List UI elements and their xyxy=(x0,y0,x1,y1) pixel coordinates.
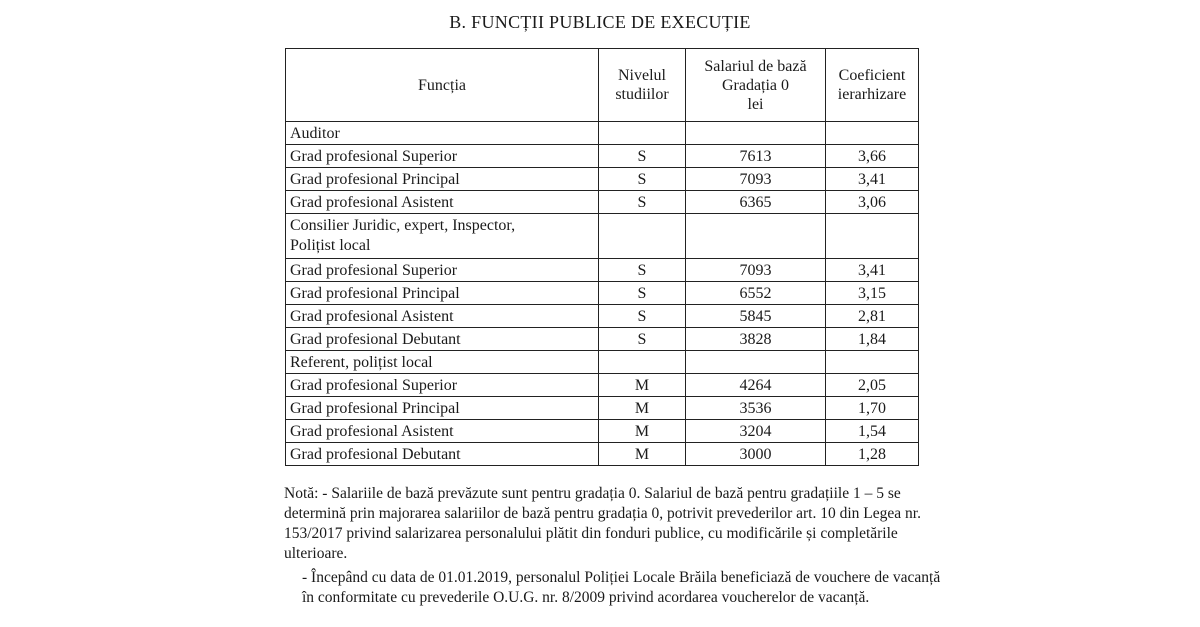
table-row xyxy=(286,305,919,328)
cell-functia: Grad profesional Asistent xyxy=(286,305,599,328)
header-row xyxy=(286,49,919,122)
table-row xyxy=(286,420,919,443)
cell-functia: Grad profesional Principal xyxy=(286,168,599,191)
table-row xyxy=(286,259,919,282)
cell-coeficient: 3,15 xyxy=(826,282,919,305)
empty-cell xyxy=(599,351,686,374)
section-row-auditor xyxy=(286,122,919,145)
table-row xyxy=(286,168,919,191)
cell-salariu: 3204 xyxy=(686,420,826,443)
cell-coeficient: 1,54 xyxy=(826,420,919,443)
cell-salariu: 3000 xyxy=(686,443,826,466)
cell-functia: Grad profesional Asistent xyxy=(286,420,599,443)
table-row xyxy=(286,374,919,397)
table-body xyxy=(286,122,919,466)
cell-nivel: S xyxy=(599,191,686,214)
section-label xyxy=(286,214,599,259)
table-row xyxy=(286,328,919,351)
cell-coeficient: 3,66 xyxy=(826,145,919,168)
cell-salariu: 5845 xyxy=(686,305,826,328)
cell-coeficient: 2,05 xyxy=(826,374,919,397)
cell-coeficient: 1,70 xyxy=(826,397,919,420)
cell-functia: Grad profesional Principal xyxy=(286,397,599,420)
section-row-consilier xyxy=(286,214,919,259)
table-header xyxy=(286,49,919,122)
empty-cell xyxy=(686,122,826,145)
cell-functia: Grad profesional Superior xyxy=(286,145,599,168)
section-label: Auditor xyxy=(286,122,599,145)
cell-salariu: 3828 xyxy=(686,328,826,351)
cell-salariu: 3536 xyxy=(686,397,826,420)
cell-salariu: 6552 xyxy=(686,282,826,305)
table-row xyxy=(286,145,919,168)
salary-table xyxy=(285,48,919,466)
cell-nivel: M xyxy=(599,443,686,466)
note-paragraph-1: Notă: - Salariile de bază prevăzute sunt pentru gradația 0. Salariul de bază pentru gradațiile 1 – 5 se determină prin majorarea salariilor de bază pentru gradația 0, potrivit prevederilor art. 10 din Legea nr. 153/2017 privind salarizarea personalului plătit din fonduri publice, cu modificările și completările ulterioare. xyxy=(284,485,921,562)
empty-cell xyxy=(826,122,919,145)
note-paragraph-2: - Începând cu data de 01.01.2019, personalul Poliției Locale Brăila beneficiază de vouchere de vacanță în conformitate cu prevederile O.U.G. nr. 8/2009 privind acordarea voucherelor de vacanță. xyxy=(302,569,941,606)
cell-coeficient: 1,84 xyxy=(826,328,919,351)
section-row-referent xyxy=(286,351,919,374)
cell-salariu: 4264 xyxy=(686,374,826,397)
cell-functia: Grad profesional Debutant xyxy=(286,443,599,466)
empty-cell xyxy=(686,351,826,374)
cell-nivel: M xyxy=(599,397,686,420)
cell-coeficient: 2,81 xyxy=(826,305,919,328)
header-functia xyxy=(286,49,599,122)
cell-nivel: M xyxy=(599,374,686,397)
section-label: Referent, polițist local xyxy=(286,351,599,374)
cell-salariu: 7093 xyxy=(686,168,826,191)
header-salariu xyxy=(686,49,826,122)
cell-functia: Grad profesional Principal xyxy=(286,282,599,305)
table-row xyxy=(286,397,919,420)
empty-cell xyxy=(686,214,826,259)
header-nivel-line1: Nivelul xyxy=(618,67,666,84)
cell-coeficient: 3,41 xyxy=(826,259,919,282)
header-coef-line2: ierarhizare xyxy=(837,86,907,103)
header-coef-line1: Coeficient xyxy=(838,67,906,84)
cell-salariu: 6365 xyxy=(686,191,826,214)
header-salariu-line2: Gradația 0 xyxy=(721,76,790,94)
cell-salariu: 7613 xyxy=(686,145,826,168)
cell-nivel: S xyxy=(599,168,686,191)
cell-coeficient: 3,06 xyxy=(826,191,919,214)
cell-salariu: 7093 xyxy=(686,259,826,282)
note-block xyxy=(284,484,944,608)
header-salariu-line3: lei xyxy=(747,95,764,113)
cell-nivel: M xyxy=(599,420,686,443)
table-row xyxy=(286,191,919,214)
cell-functia: Grad profesional Superior xyxy=(286,374,599,397)
empty-cell xyxy=(599,122,686,145)
cell-functia: Grad profesional Debutant xyxy=(286,328,599,351)
header-functia-label: Funcția xyxy=(418,76,466,94)
document-title: B. FUNCȚII PUBLICE DE EXECUȚIE xyxy=(449,12,751,32)
section-label-line1: Consilier Juridic, expert, Inspector, xyxy=(290,217,516,234)
empty-cell xyxy=(599,214,686,259)
table-row xyxy=(286,282,919,305)
cell-nivel: S xyxy=(599,328,686,351)
cell-coeficient: 3,41 xyxy=(826,168,919,191)
empty-cell xyxy=(826,351,919,374)
cell-nivel: S xyxy=(599,259,686,282)
cell-nivel: S xyxy=(599,305,686,328)
cell-nivel: S xyxy=(599,145,686,168)
table-row xyxy=(286,443,919,466)
empty-cell xyxy=(826,214,919,259)
header-coeficient xyxy=(826,49,919,122)
header-salariu-line1: Salariul de bază xyxy=(704,57,807,75)
cell-functia: Grad profesional Asistent xyxy=(286,191,599,214)
header-nivel-line2: studiilor xyxy=(615,86,669,103)
header-nivel xyxy=(599,49,686,122)
cell-coeficient: 1,28 xyxy=(826,443,919,466)
section-label-line2: Polițist local xyxy=(290,237,371,254)
cell-functia: Grad profesional Superior xyxy=(286,259,599,282)
cell-nivel: S xyxy=(599,282,686,305)
